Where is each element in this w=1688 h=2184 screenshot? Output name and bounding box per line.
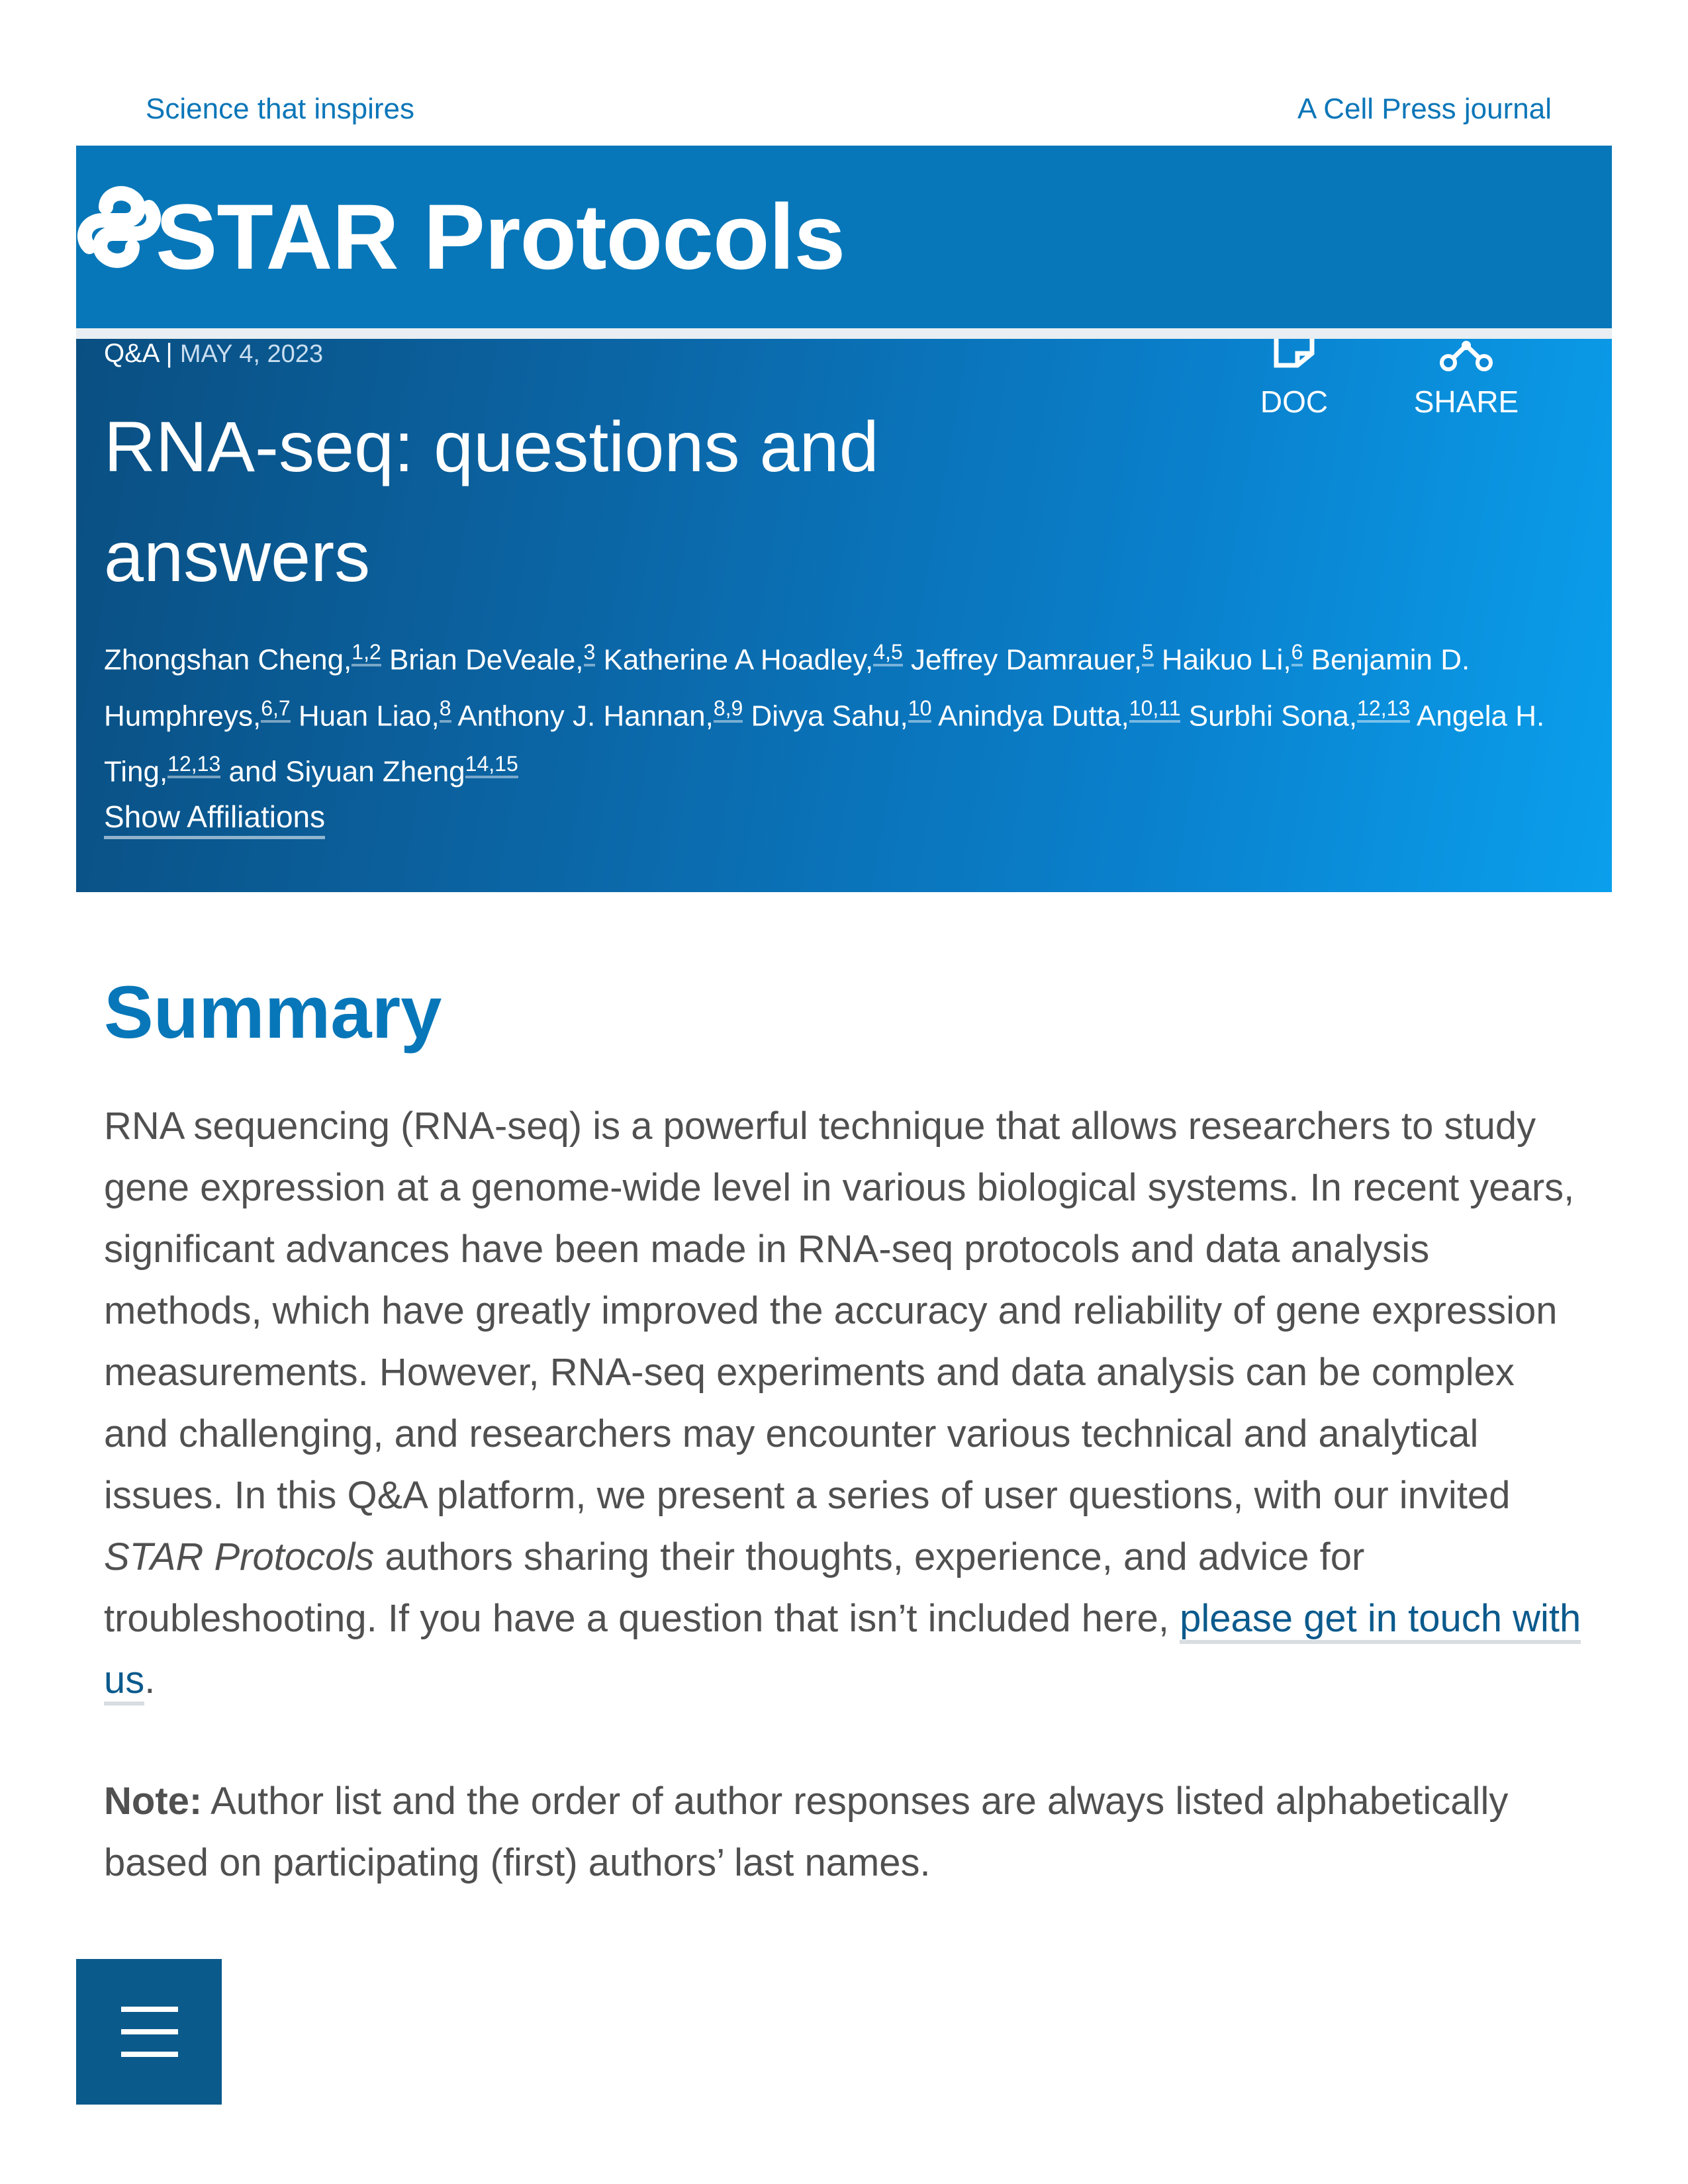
affiliation-ref[interactable]: 3 [584, 640, 596, 666]
affiliation-ref[interactable]: 12 [1357, 696, 1381, 723]
affiliation-ref[interactable]: 10 [1129, 696, 1153, 723]
author-list: Zhongshan Cheng,$^{1,2}$ Brian DeVeale,$^3$ Katherine A Hoadley,$^{4,5}$ Jeffrey Damrauer,$^5$ Haikuo Li,$^6$ Benjamin D. Humphreys,$^{6,7}$ Huan Liao,$^8$ Anthony J. Hannan,$^{8,9}$ Divya Sahu,$^{10}$ Anindya Dutta,$^{10,11}$ Surbhi Sona,$^{12,13}$ Angela H. Ting,$^{12,13}$ and Siyuan Zheng$^{14,15}$ [104, 640, 1545, 788]
affiliation-ref[interactable]: 13 [197, 752, 221, 778]
affiliation-ref[interactable]: 5 [891, 640, 903, 666]
author-name: Angela H. Ting, [104, 700, 1545, 788]
note-label: Note: [104, 1780, 203, 1823]
author-name: Katherine A Hoadley, [603, 643, 874, 676]
journal-name-italic: STAR Protocols [104, 1535, 375, 1578]
affiliation-ref[interactable]: 9 [731, 696, 743, 723]
affiliation-ref[interactable]: 6 [261, 696, 273, 723]
tagline-science-that-inspires[interactable]: Science that inspires [146, 93, 414, 125]
summary-heading: Summary [104, 971, 442, 1054]
publication-date: MAY 4, 2023 [179, 340, 324, 368]
affiliation-ref[interactable]: 7 [279, 696, 291, 723]
article-header [76, 339, 1612, 892]
share-button[interactable] [1400, 339, 1532, 420]
author-name: Anthony J. Hannan, [457, 700, 714, 733]
journal-banner[interactable] [76, 146, 1612, 328]
summary-end: . [144, 1659, 156, 1702]
author-name: Benjamin D. Humphreys, [104, 643, 1470, 733]
affiliation-ref[interactable]: 8 [714, 696, 726, 723]
affiliation-ref[interactable]: 15 [494, 752, 518, 778]
affiliation-ref[interactable]: 6 [1291, 640, 1303, 666]
affiliation-ref[interactable]: 13 [1387, 696, 1411, 723]
author-name: Huan Liao, [298, 700, 440, 733]
author-name: Brian DeVeale, [389, 643, 584, 676]
top-bar [0, 0, 1688, 146]
author-name: and Siyuan Zheng [228, 755, 465, 788]
note-text: Author list and the order of author responses are always listed alphabetically based on participating (first) authors’ last names. [104, 1780, 1509, 1884]
author-name: Divya Sahu, [751, 700, 908, 733]
banner-divider [76, 328, 1612, 339]
article-type: Q&A [104, 339, 159, 368]
meta-separator: | [165, 339, 173, 368]
summary-paragraph [104, 1095, 1587, 1711]
article-meta [104, 339, 323, 369]
summary-text-continued: authors sharing their thoughts, experience, and advice for troubleshooting. If you have a question that isn’t included here, [104, 1535, 1365, 1640]
affiliation-ref[interactable]: 8 [440, 696, 451, 723]
doc-button[interactable] [1251, 339, 1337, 420]
affiliation-ref[interactable]: 1 [352, 640, 363, 666]
affiliation-ref[interactable]: 12 [167, 752, 191, 778]
hamburger-menu-icon [121, 2007, 178, 2057]
article-title: RNA-seq: questions and answers [104, 406, 879, 596]
affiliation-ref[interactable]: 11 [1158, 696, 1180, 723]
doc-label: DOC [1260, 385, 1329, 419]
author-name: Surbhi Sona, [1188, 700, 1358, 733]
share-icon [1436, 339, 1496, 372]
affiliation-ref[interactable]: 2 [369, 640, 381, 666]
affiliation-ref[interactable]: 4 [873, 640, 885, 666]
journal-name: STAR Protocols [156, 185, 845, 289]
author-name: Zhongshan Cheng, [104, 643, 352, 676]
note-paragraph [104, 1770, 1587, 1893]
share-label: SHARE [1413, 385, 1519, 419]
document-icon [1271, 339, 1317, 372]
author-name: Haikuo Li, [1161, 643, 1291, 676]
menu-button[interactable] [76, 1959, 222, 2105]
author-name: Anindya Dutta, [938, 700, 1129, 733]
author-name: Jeffrey Damrauer, [910, 643, 1142, 676]
summary-text: RNA sequencing (RNA-seq) is a powerful technique that allows researchers to study gene expression at a genome-wide level in various biological systems. In recent years, significant advances have been made in RNA-seq protocols and data analysis methods, which have greatly improved the accuracy and reliability of gene expression measurements. However, RNA-seq experiments and data analysis can be complex and challenging, and researchers may encounter various technical and analytical issues. In this Q&A platform, we present a series of user questions, with our invited [104, 1105, 1575, 1517]
affiliation-ref[interactable]: 10 [908, 696, 932, 723]
contact-link[interactable]: please get in touch with us [104, 1597, 1581, 1706]
affiliation-ref[interactable]: 5 [1142, 640, 1154, 666]
star-protocols-logo-icon [76, 184, 162, 270]
tagline-cell-press-journal[interactable]: A Cell Press journal [1297, 93, 1552, 125]
show-affiliations-link[interactable]: Show Affiliations [104, 799, 325, 839]
affiliation-ref[interactable]: 14 [465, 752, 489, 778]
